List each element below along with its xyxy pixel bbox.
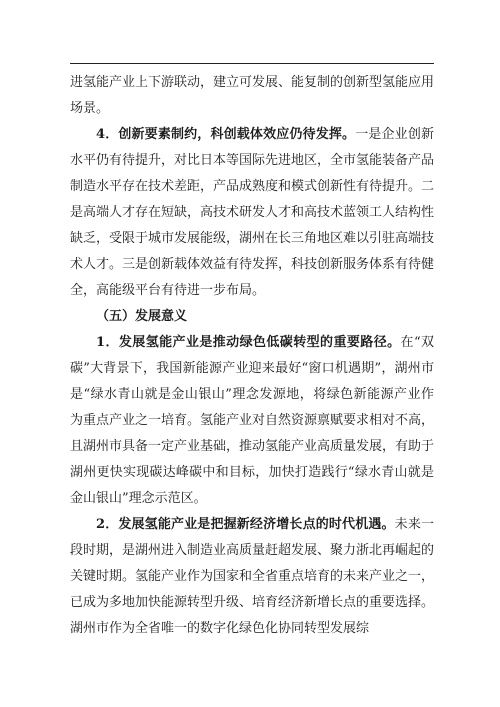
paragraph-text: 未来一段时期，是湖州进入制造业高质量赶超发展、聚力浙北再崛起的关键时期。氢能产业作为国家和全省重点培育的未来产业之一，已成为多地加快能源转型升级、培育经济新增长点的重要选择。湖州市作为全省唯一的数字化绿色化协同转型发展综 <box>70 517 435 636</box>
body-text <box>70 70 434 642</box>
paragraph-innovation-constraint <box>70 122 434 304</box>
section-heading: （五）发展意义 <box>96 309 188 324</box>
paragraph-heading: 1．发展氢能产业是推动绿色低碳转型的重要路径。 <box>96 335 401 350</box>
header-rule <box>70 63 434 64</box>
paragraph-text: 在“双碳”大背景下，我国新能源产业迎来最好“窗口机遇期”，湖州市是“绿水青山就是金山银山”理念发源地，将绿色新能源产业作为重点产业之一培育。氢能产业对自然资源禀赋要求相对不高，且湖州市具备一定产业基础，推动氢能产业高质量发展，有助于湖州更快实现碳达峰碳中和目标，加快打造践行“绿水青山就是金山银山”理念示范区。 <box>70 335 435 506</box>
paragraph-heading: 4．创新要素制约，科创载体效应仍待发挥。 <box>96 127 356 142</box>
paragraph-text: 进氢能产业上下游联动，建立可发展、能复制的创新型氢能应用场景。 <box>70 75 435 116</box>
paragraph-continuation <box>70 70 434 122</box>
paragraph-green-transition <box>70 330 434 512</box>
paragraph-text: 一是企业创新水平仍有待提升，对比日本等国际先进地区，全市氢能装备产品制造水平存在技术差距，产品成熟度和模式创新性有待提升。二是高端人才存在短缺，高技术研发人才和高技术蓝领工人结构性缺乏，受限于城市发展能级，湖州在长三角地区难以引驻高端技术人才。三是创新载体效益有待发挥，科技创新服务体系有待健全，高能级平台有待进一步布局。 <box>70 127 435 298</box>
paragraph-growth-opportunity <box>70 512 434 642</box>
paragraph-heading: 2．发展氢能产业是把握新经济增长点的时代机遇。 <box>96 517 395 532</box>
